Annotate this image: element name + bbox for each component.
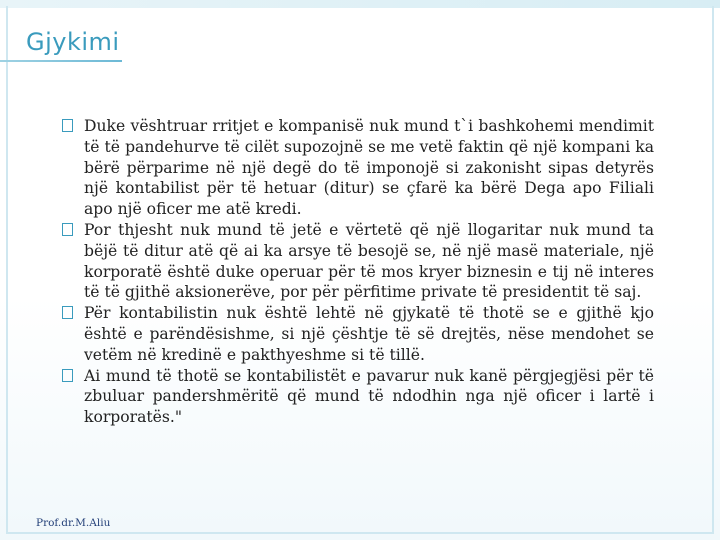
frame-right-border xyxy=(712,6,714,534)
bullet-text: Duke vështruar rritjet e kompanisë nuk mund t`i bashkohemi mendimit të të pandehurve të cilët supozojnë se me vetë faktin që një kompani ka bërë përparime në një degë do të imponojë si zakonisht sipas detyrës një kontabilist për të hetuar (ditur) se çfarë ka bërë Dega apo Filiali apo një oficer me atë kredi. xyxy=(84,117,654,219)
bullet-text: Por thjesht nuk mund të jetë e vërtetë që një llogaritar nuk mund ta bëjë të ditur atë që ai ka arsye të besojë se, në një masë materiale, një korporatë është duke operuar për të mos kryer biznesin e tij në interes të të gjithë aksionerëve, por për përfitime private të presidentit të saj. xyxy=(84,220,654,302)
top-band xyxy=(0,0,720,8)
bullet-item xyxy=(62,366,654,428)
frame-bottom-border xyxy=(6,532,714,534)
bullet-list xyxy=(62,116,654,428)
bullet-item xyxy=(62,220,654,303)
square-bullet-icon xyxy=(62,119,73,132)
square-bullet-icon xyxy=(62,369,73,382)
bullet-item xyxy=(62,116,654,220)
bullet-text: Ai mund të thotë se kontabilistët e pavarur nuk kanë përgjegjësi për të zbuluar pandershmëritë që mund të ndodhin nga një oficer i lartë i korporatës." xyxy=(84,366,654,427)
square-bullet-icon xyxy=(62,306,73,319)
bullet-text: Për kontabilistin nuk është lehtë në gjykatë të thotë se e gjithë kjo është e parëndësishme, si një çështje të së drejtës, nëse mendohet se vetëm në kredinë e pakthyeshme si të tillë. xyxy=(84,304,654,364)
slide-title: Gjykimi xyxy=(26,28,120,56)
footer-author: Prof.dr.M.Aliu xyxy=(36,517,111,529)
square-bullet-icon xyxy=(62,223,73,236)
title-underline xyxy=(0,60,122,62)
frame-left-border xyxy=(6,6,8,534)
bullet-item xyxy=(62,303,654,365)
